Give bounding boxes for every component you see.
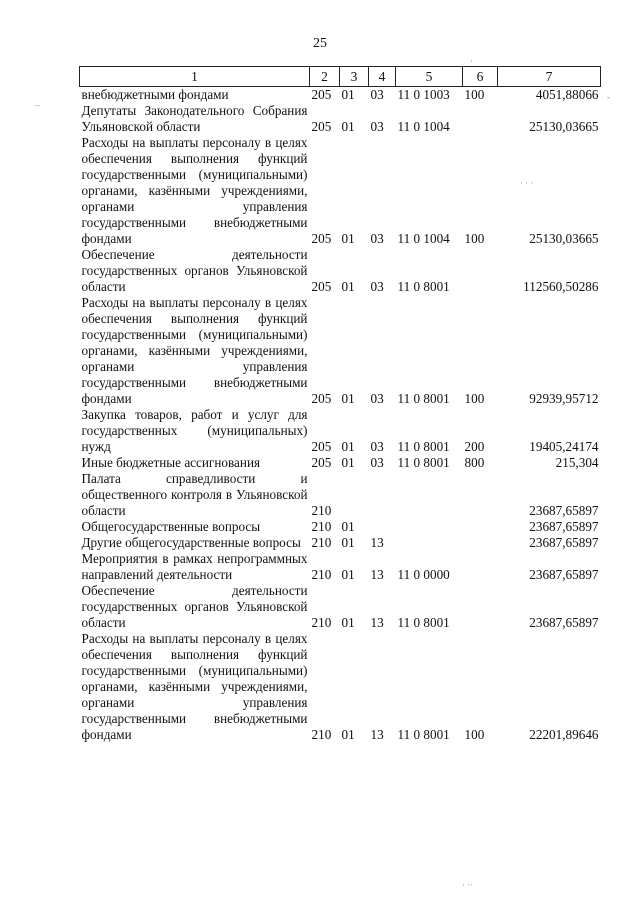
cell-c5: 11 0 8001: [397, 279, 450, 294]
cell-c5: 11 0 1004: [397, 119, 450, 134]
cell-c5: 11 0 8001: [397, 439, 450, 454]
cell-c3: 01: [341, 391, 355, 406]
cell-amount: 23687,65897: [529, 567, 599, 582]
cell-name: Общегосударственные вопросы: [81, 519, 261, 534]
table-row: [80, 135, 601, 247]
cell-c4: 13: [370, 615, 384, 630]
cell-c6: 800: [464, 455, 485, 470]
cell-c2: 210: [311, 727, 332, 742]
scan-mark: -: [607, 92, 610, 102]
cell-c3: [340, 471, 369, 519]
table-row: [80, 103, 601, 135]
table-row: [80, 407, 601, 455]
cell-c5: 11 0 8001: [397, 727, 450, 742]
cell-c4: 03: [370, 455, 384, 470]
cell-c3: 01: [341, 87, 355, 102]
cell-amount: 112560,50286: [523, 279, 599, 294]
cell-c3: 01: [341, 455, 355, 470]
cell-c4: 13: [370, 535, 384, 550]
cell-amount: 19405,24174: [529, 439, 599, 454]
cell-name: Депутаты Законодательного Собрания Ульяновской области: [81, 103, 308, 134]
header-col-6: 6: [463, 67, 498, 87]
cell-c6: 100: [464, 391, 485, 406]
budget-table: [79, 66, 601, 743]
cell-c4: 13: [370, 567, 384, 582]
cell-c4: 03: [370, 279, 384, 294]
cell-c2: 205: [311, 87, 332, 102]
scan-mark: –: [35, 100, 40, 110]
cell-c5: 11 0 8001: [397, 455, 450, 470]
table-row: [80, 519, 601, 535]
cell-name: Иные бюджетные ассигнования: [81, 455, 261, 470]
cell-amount: 92939,95712: [529, 391, 599, 406]
cell-c4: 03: [370, 391, 384, 406]
cell-c5: [396, 519, 463, 535]
cell-c4: 03: [370, 119, 384, 134]
cell-amount: 23687,65897: [529, 503, 599, 518]
cell-name: Палата справедливости и общественного контроля в Ульяновской области: [81, 471, 308, 518]
cell-c3: 01: [341, 439, 355, 454]
cell-c4: [369, 519, 396, 535]
cell-c3: 01: [341, 615, 355, 630]
table-row: [80, 295, 601, 407]
cell-c6: 100: [464, 727, 485, 742]
cell-c4: 03: [370, 87, 384, 102]
header-col-1: 1: [80, 67, 310, 87]
header-col-2: 2: [310, 67, 340, 87]
cell-c5: 11 0 0000: [397, 567, 450, 582]
cell-c2: 205: [311, 391, 332, 406]
cell-name: Обеспечение деятельности государственных органов Ульяновской области: [81, 247, 308, 294]
cell-c4: 13: [370, 727, 384, 742]
cell-name: Обеспечение деятельности государственных органов Ульяновской области: [81, 583, 308, 630]
cell-c2: 205: [311, 231, 332, 246]
cell-c3: 01: [341, 231, 355, 246]
cell-c5: 11 0 8001: [397, 615, 450, 630]
cell-c2: 210: [311, 503, 332, 518]
cell-c4: 03: [370, 231, 384, 246]
header-col-5: 5: [396, 67, 463, 87]
cell-c6: [463, 519, 498, 535]
table-row: [80, 631, 601, 743]
cell-c6: [463, 247, 498, 295]
table-row: [80, 247, 601, 295]
cell-c6: [463, 471, 498, 519]
cell-c5: [396, 535, 463, 551]
cell-amount: 22201,89646: [529, 727, 599, 742]
cell-amount: 23687,65897: [529, 615, 599, 630]
cell-c5: 11 0 1004: [397, 231, 450, 246]
scan-mark: ·: [470, 56, 473, 66]
table-header-row: [80, 67, 601, 87]
cell-c5: 11 0 8001: [397, 391, 450, 406]
cell-c6: [463, 103, 498, 135]
cell-name: внебюджетными фондами: [81, 87, 229, 102]
cell-c3: 01: [341, 519, 355, 534]
header-col-3: 3: [340, 67, 369, 87]
scan-mark: · · ·: [520, 178, 534, 188]
cell-c5: [396, 471, 463, 519]
cell-amount: 25130,03665: [529, 231, 599, 246]
cell-c2: 205: [311, 439, 332, 454]
table-row: [80, 455, 601, 471]
cell-c2: 210: [311, 567, 332, 582]
scan-mark: · ··: [462, 880, 474, 890]
cell-c2: 210: [311, 519, 332, 534]
cell-name: Расходы на выплаты персоналу в целях обеспечения выполнения функций государственными (муниципальными) органами, казёнными учреждениями, органами управления государственными внебюджетными фондами: [81, 631, 308, 742]
cell-c2: 205: [311, 455, 332, 470]
cell-c3: 01: [341, 279, 355, 294]
cell-amount: 4051,88066: [535, 87, 599, 102]
cell-c6: [463, 535, 498, 551]
cell-c6: 100: [464, 231, 485, 246]
cell-name: Закупка товаров, работ и услуг для государственных (муниципальных) нужд: [81, 407, 308, 454]
page-number: 25: [313, 36, 327, 51]
cell-amount: 25130,03665: [529, 119, 599, 134]
cell-name: Мероприятия в рамках непрограммных направлений деятельности: [81, 551, 308, 582]
cell-name: Другие общегосударственные вопросы: [81, 535, 301, 550]
cell-c2: 205: [311, 119, 332, 134]
cell-amount: 23687,65897: [529, 519, 599, 534]
cell-c6: [463, 551, 498, 583]
cell-c6: 100: [464, 87, 485, 102]
cell-c2: 210: [311, 535, 332, 550]
cell-amount: 215,304: [555, 455, 599, 470]
cell-c4: 03: [370, 439, 384, 454]
cell-c2: 210: [311, 615, 332, 630]
cell-c6: 200: [464, 439, 485, 454]
cell-c3: 01: [341, 119, 355, 134]
table-row: [80, 583, 601, 631]
cell-c3: 01: [341, 727, 355, 742]
cell-c6: [463, 583, 498, 631]
table-row: [80, 87, 601, 104]
header-col-7: 7: [498, 67, 601, 87]
cell-amount: 23687,65897: [529, 535, 599, 550]
table-row: [80, 551, 601, 583]
cell-c3: 01: [341, 567, 355, 582]
cell-c3: 01: [341, 535, 355, 550]
cell-c5: 11 0 1003: [397, 87, 450, 102]
table-row: [80, 471, 601, 519]
cell-name: Расходы на выплаты персоналу в целях обеспечения выполнения функций государственными (муниципальными) органами, казёнными учреждениями, органами управления государственными внебюджетными фондами: [81, 295, 308, 406]
table-row: [80, 535, 601, 551]
cell-name: Расходы на выплаты персоналу в целях обеспечения выполнения функций государственными (муниципальными) органами, казёнными учреждениями, органами управления государственными внебюджетными фондами: [81, 135, 308, 246]
cell-c2: 205: [311, 279, 332, 294]
header-col-4: 4: [369, 67, 396, 87]
cell-c4: [369, 471, 396, 519]
